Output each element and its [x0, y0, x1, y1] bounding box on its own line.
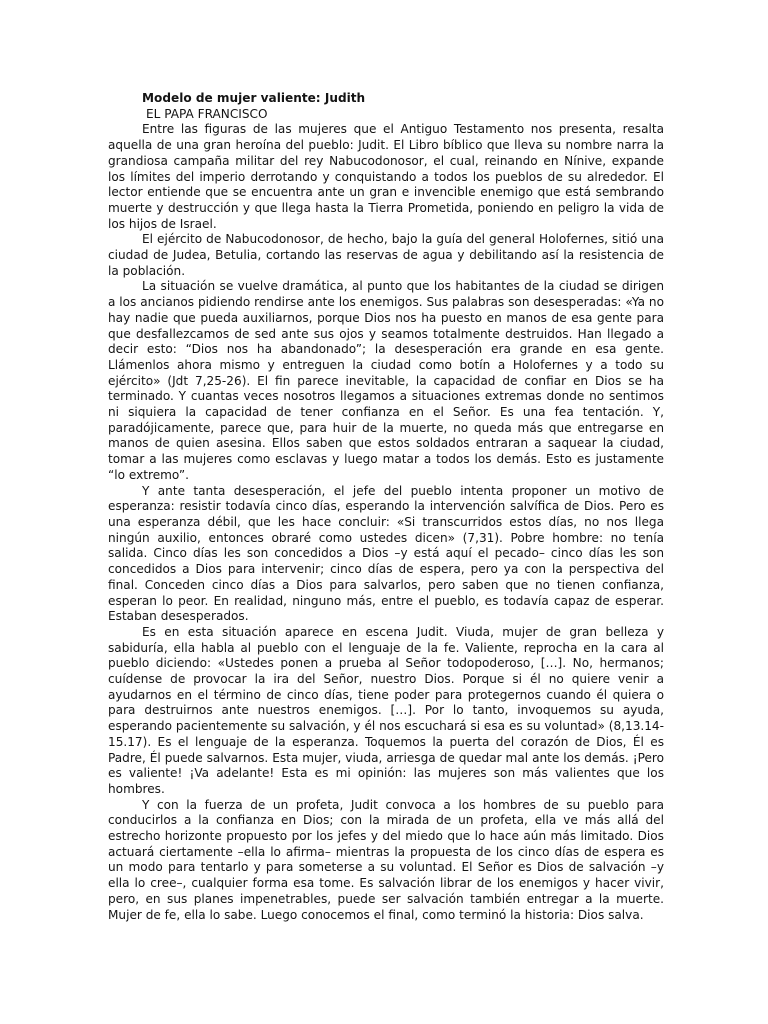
document-author: EL PAPA FRANCISCO — [146, 106, 268, 121]
document-title: Modelo de mujer valiente: Judith — [142, 91, 366, 105]
paragraph-5: Es en esta situación aparece en escena Judit. Viuda, mujer de gran belleza y sabiduría, ella habla al pueblo con el lenguaje de la fe. Valiente, reprocha en la cara al pueblo diciendo: «Ustedes ponen a prueba al Señor todopoderoso, […]. No, hermanos; cuídense de provocar la ira del Señor, nuestro Dios. Porque si él no quiere venir a ayudarnos en el término de cinco días, tiene poder para protegernos cuando él quiera o para destruirnos ante nuestros enemigos. […]. Por lo tanto, invoquemos su ayuda, esperando pacientemente su salvación, y él nos escuchará si esa es su voluntad» (8,13.14-15.17). Es el lenguaje de la esperanza. Toquemos la puerta del corazón de Dios, Él es Padre, Él puede salvarnos. Esta mujer, viuda, arriesga de quedar mal ante los demás. ¡Pero es valiente! ¡Va adelante! Esta es mi opinión: las mujeres son más valientes que los hombres. — [108, 624, 664, 796]
document-page — [108, 91, 664, 923]
paragraph-2: El ejército de Nabucodonosor, de hecho, bajo la guía del general Holofernes, sitió una ciudad de Judea, Betulia, cortando las reservas de agua y debilitando así la resistencia de la población. — [108, 232, 664, 278]
paragraph-6: Y con la fuerza de un profeta, Judit convoca a los hombres de su pueblo para conducirlos a la confianza en Dios; con la mirada de un profeta, ella ve más allá del estrecho horizonte propuesto por los jefes y del miedo que lo hace aún más limitado. Dios actuará ciertamente –ella lo afirma– mientras la propuesta de los cinco días de espera es un modo para tentarlo y para someterse a su voluntad. El Señor es Dios de salvación –y ella lo cree–, cualquier forma esa tome. Es salvación librar de los enemigos y hacer vivir, pero, en sus planes impenetrables, puede ser salvación también entregar a la muerte. Mujer de fe, ella lo sabe. Luego conocemos el final, como terminó la historia: Dios salva. — [108, 797, 664, 922]
paragraph-3: La situación se vuelve dramática, al punto que los habitantes de la ciudad se dirigen a los ancianos pidiendo rendirse ante los enemigos. Sus palabras son desesperadas: «Ya no hay nadie que pueda auxiliarnos, porque Dios nos ha puesto en manos de esa gente para que desfallezcamos de sed ante sus ojos y seamos totalmente destruidos. Han llegado a decir esto: “Dios nos ha abandonado”; la desesperación era grande en esa gente. Llámenlos ahora mismo y entreguen la ciudad como botín a Holofernes y a todo su ejército» (Jdt 7,25-26). El fin parece inevitable, la capacidad de confiar en Dios se ha terminado. Y cuantas veces nosotros llegamos a situaciones extremas donde no sentimos ni siquiera la capacidad de tener confianza en el Señor. Es una fea tentación. Y, paradójicamente, parece que, para huir de la muerte, no queda más que entregarse en manos de quien asesina. Ellos saben que estos soldados entraran a saquear la ciudad, tomar a las mujeres como esclavas y luego matar a todos los demás. Esto es justamente “lo extremo”. — [108, 279, 664, 482]
paragraph-4: Y ante tanta desesperación, el jefe del pueblo intenta proponer un motivo de esperanza: resistir todavía cinco días, esperando la intervención salvífica de Dios. Pero es una esperanza débil, que les hace concluir: «Si transcurridos estos días, no nos llega ningún auxilio, entonces obraré como ustedes dicen» (7,31). Pobre hombre: no tenía salida. Cinco días les son concedidos a Dios –y está aquí el pecado– cinco días les son concedidos a Dios para intervenir; cinco días de espera, pero ya con la perspectiva del final. Conceden cinco días a Dios para salvarlos, pero saben que no tienen confianza, esperan lo peor. En realidad, ninguno más, entre el pueblo, es todavía capaz de esperar. Estaban desesperados. — [108, 483, 664, 624]
paragraph-1: Entre las figuras de las mujeres que el Antiguo Testamento nos presenta, resalta aquella de una gran heroína del pueblo: Judit. El Libro bíblico que lleva su nombre narra la grandiosa campaña militar del rey Nabucodonosor, el cual, reinando en Nínive, expande los límites del imperio derrotando y conquistando a todos los pueblos de su alrededor. El lector entiende que se encuentra ante un gran e invencible enemigo que está sembrando muerte y destrucción y que llega hasta la Tierra Prometida, poniendo en peligro la vida de los hijos de Israel. — [108, 122, 664, 231]
